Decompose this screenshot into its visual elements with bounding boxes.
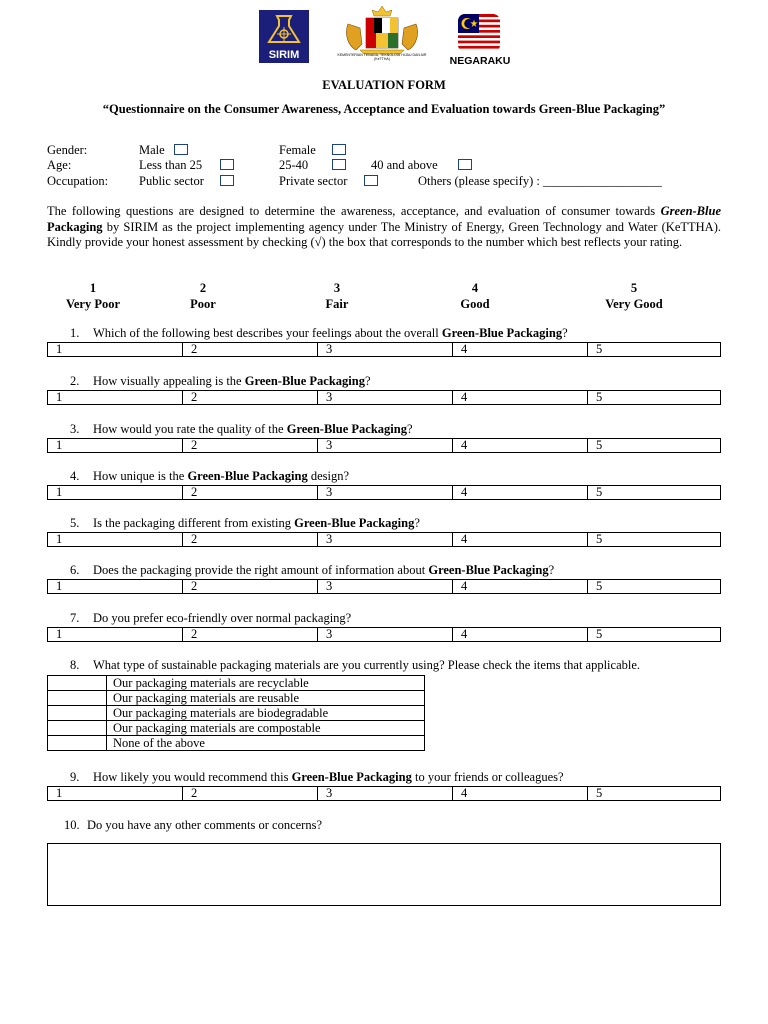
rating-row-5	[47, 532, 721, 547]
material-checkbox[interactable]	[48, 706, 107, 721]
gender-label: Gender:	[47, 143, 88, 157]
age-40-above-label: 40 and above	[371, 158, 438, 172]
rating-cell[interactable]: 3	[318, 439, 453, 453]
rating-cell[interactable]: 3	[318, 580, 453, 594]
rating-cell[interactable]: 1	[48, 628, 183, 642]
rating-row-3	[47, 438, 721, 453]
rating-cell[interactable]: 1	[48, 439, 183, 453]
rating-cell[interactable]: 5	[588, 439, 721, 453]
female-label: Female	[279, 143, 316, 157]
question-5: 5. Is the packaging different from existing Green-Blue Packaging?	[70, 516, 420, 530]
rating-cell[interactable]: 4	[453, 580, 588, 594]
material-option: Our packaging materials are biodegradable	[107, 706, 425, 721]
form-subtitle: “Questionnaire on the Consumer Awareness, Acceptance and Evaluation towards Green-Blue Packaging”	[102, 102, 666, 116]
rating-cell[interactable]: 3	[318, 391, 453, 405]
rating-cell[interactable]: 2	[183, 787, 318, 801]
question-2: 2. How visually appealing is the Green-Blue Packaging?	[70, 374, 371, 388]
question-9: 9. How likely you would recommend this Green-Blue Packaging to your friends or colleagues?	[70, 770, 564, 784]
rating-cell[interactable]: 2	[183, 439, 318, 453]
female-checkbox[interactable]	[332, 144, 346, 155]
question-7: 7. Do you prefer eco-friendly over normal packaging?	[70, 611, 352, 625]
crest-caption: KEMENTERIAN TENAGA, TEKNOLOGI HIJAU DAN AIR (KeTTHA)	[337, 53, 427, 61]
occ-private-label: Private sector	[279, 174, 348, 188]
occ-public-label: Public sector	[139, 174, 204, 188]
rating-cell[interactable]: 2	[183, 628, 318, 642]
age-25-40-label: 25-40	[279, 158, 309, 172]
rating-cell[interactable]: 4	[453, 439, 588, 453]
occupation-label: Occupation:	[47, 174, 109, 188]
material-checkbox[interactable]	[48, 691, 107, 706]
age-under-25-label: Less than 25	[139, 158, 203, 172]
occ-public-checkbox[interactable]	[220, 175, 234, 186]
rating-cell[interactable]: 5	[588, 787, 721, 801]
scale-5: 5 Very Good	[605, 281, 663, 311]
rating-row-6	[47, 579, 721, 594]
material-checkbox[interactable]	[48, 736, 107, 751]
rating-row-1	[47, 342, 721, 357]
rating-cell[interactable]: 3	[318, 343, 453, 357]
age-label: Age:	[47, 158, 72, 172]
question-8: 8. What type of sustainable packaging materials are you currently using? Please check the items that applicable.	[70, 658, 641, 672]
rating-cell[interactable]: 3	[318, 486, 453, 500]
age-25-40-checkbox[interactable]	[332, 159, 346, 170]
rating-cell[interactable]: 4	[453, 628, 588, 642]
rating-cell[interactable]: 3	[318, 533, 453, 547]
material-checkbox[interactable]	[48, 676, 107, 691]
material-option: None of the above	[107, 736, 425, 751]
sirim-emblem-icon	[265, 14, 303, 46]
question-4: 4. How unique is the Green-Blue Packaging design?	[70, 469, 350, 483]
rating-cell[interactable]: 4	[453, 343, 588, 357]
rating-row-4	[47, 485, 721, 500]
rating-cell[interactable]: 1	[48, 391, 183, 405]
question-6: 6. Does the packaging provide the right amount of information about Green-Blue Packaging?	[70, 563, 555, 577]
intro-paragraph: The following questions are designed to determine the awareness, acceptance, and evaluation of consumer towards Green-Blue Packaging by SIRIM as the project implementing agency under The Ministry of Energy, Green Technology and Water (KeTTHA). Kindly provide your honest assessment by checking (√) the box that corresponds to the number which best reflects your rating.	[47, 204, 721, 249]
rating-cell[interactable]: 1	[48, 533, 183, 547]
negaraku-label: NEGARAKU	[449, 55, 511, 67]
rating-row-7	[47, 627, 721, 642]
rating-cell[interactable]: 5	[588, 580, 721, 594]
rating-cell[interactable]: 4	[453, 391, 588, 405]
male-label: Male	[139, 143, 165, 157]
rating-cell[interactable]: 5	[588, 343, 721, 357]
question-10: 10. Do you have any other comments or concerns?	[64, 818, 322, 832]
rating-row-2	[47, 390, 721, 405]
rating-cell[interactable]: 3	[318, 628, 453, 642]
rating-cell[interactable]: 5	[588, 391, 721, 405]
question-1: 1. Which of the following best describes your feelings about the overall Green-Blue Packaging?	[70, 326, 568, 340]
material-option: Our packaging materials are recyclable	[107, 676, 425, 691]
age-under-25-checkbox[interactable]	[220, 159, 234, 170]
sirim-logo	[259, 10, 309, 63]
occ-others-field[interactable]: Others (please specify) : ___________________	[418, 174, 662, 188]
rating-cell[interactable]: 5	[588, 486, 721, 500]
material-checkbox[interactable]	[48, 721, 107, 736]
material-option: Our packaging materials are reusable	[107, 691, 425, 706]
scale-1: 1 Very Poor	[65, 281, 121, 311]
form-title: EVALUATION FORM	[322, 78, 446, 92]
rating-cell[interactable]: 1	[48, 787, 183, 801]
rating-cell[interactable]: 1	[48, 486, 183, 500]
rating-cell[interactable]: 2	[183, 343, 318, 357]
rating-row-9	[47, 786, 721, 801]
rating-cell[interactable]: 3	[318, 787, 453, 801]
rating-cell[interactable]: 2	[183, 533, 318, 547]
comments-textarea[interactable]	[47, 843, 721, 906]
malaysia-flag-icon	[458, 14, 500, 52]
question-3: 3. How would you rate the quality of the Green-Blue Packaging?	[70, 422, 413, 436]
rating-cell[interactable]: 2	[183, 391, 318, 405]
materials-checklist	[47, 675, 425, 751]
male-checkbox[interactable]	[174, 144, 188, 155]
rating-cell[interactable]: 1	[48, 580, 183, 594]
scale-3: 3 Fair	[325, 281, 349, 311]
rating-cell[interactable]: 4	[453, 787, 588, 801]
rating-cell[interactable]: 1	[48, 343, 183, 357]
rating-cell[interactable]: 4	[453, 486, 588, 500]
rating-cell[interactable]: 2	[183, 486, 318, 500]
sirim-logo-text: SIRIM	[268, 49, 300, 61]
scale-2: 2 Poor	[190, 281, 216, 311]
rating-cell[interactable]: 4	[453, 533, 588, 547]
rating-cell[interactable]: 5	[588, 533, 721, 547]
rating-cell[interactable]: 5	[588, 628, 721, 642]
scale-4: 4 Good	[460, 281, 490, 311]
rating-cell[interactable]: 2	[183, 580, 318, 594]
material-option: Our packaging materials are compostable	[107, 721, 425, 736]
occ-private-checkbox[interactable]	[364, 175, 378, 186]
age-40-above-checkbox[interactable]	[458, 159, 472, 170]
